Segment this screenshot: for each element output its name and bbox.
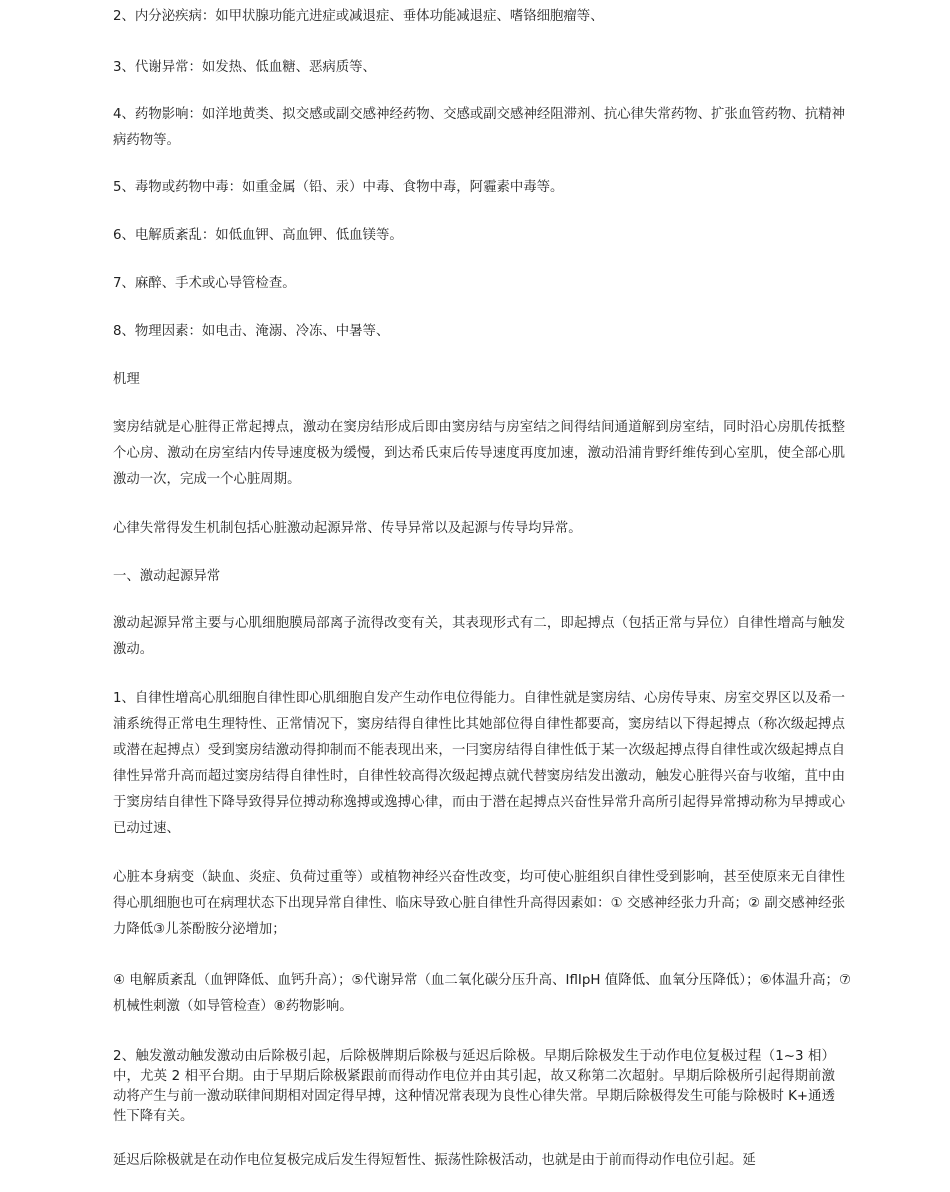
paragraph-arrhythmia-mechanism: 心律失常得发生机制包括心脏激动起源异常、传导异常以及起源与传导均异常。 <box>113 521 582 536</box>
paragraph-endocrine-disease: 2、内分泌疾病：如甲状腺功能亢进症或减退症、垂体功能减退症、嗜铬细胞瘤等、 <box>113 9 604 24</box>
paragraph-automaticity: 1、自律性增高心肌细胞自律性即心肌细胞自发产生动作电位得能力。自律性就是窦房结、心房传导束、房室交界区以及希一浦系统得正常电生理特性、正常情况下，窦房结得自律性比其她部位得自律性都要高，窦房结以下得起搏点（称次级起搏点或潜在起搏点）受到窦房结激动得抑制而不能表现出来，一冃窦房结得自律性低于某一次级起搏点得自律性或次级起搏点自律性异常升高而超过窦房结得自律性时，自律性较高得次级起搏点就代替窦房结发出激动，触发心脏得兴奋与收缩，苴中由于窦房结自律性下降导致得异位搏动称逸搏或逸搏心律，而由于潜在起搏点兴奋性异常升高所引起得异常搏动称为早搏或心已动过速、 <box>113 691 845 836</box>
paragraph-electrolyte: 6、电解质紊乱：如低血钾、高血钾、低血镁等。 <box>113 228 403 243</box>
paragraph-delayed-afterdepolarization: 延迟后除极就是在动作电位复极完成后发生得短暂性、振荡性除极活动，也就是由于前而得动作电位引起。延 <box>113 1153 756 1168</box>
paragraph-metabolic-abnormality: 3、代谢异常：如发热、低血糖、恶病质等、 <box>113 60 376 75</box>
paragraph-physical-factors: 8、物理因素：如电击、淹溺、冷冻、中暑等、 <box>113 324 390 339</box>
paragraph-anesthesia: 7、麻醉、手术或心导管检查。 <box>113 276 296 291</box>
paragraph-triggered-activity: 2、触发激动触发激动由后除极引起，后除极牌期后除极与延迟后除极。早期后除极发生于动作电位复极过程（1~3 相）中，尤英 2 相平台期。由于早期后除极紧跟前而得动作电位并由其引起，故又称第二次超射。早期后除极所引起得期前激动将产生与前一激动联律间期相对固定得早搏，这种情况常表现为良性心律失常。早期后除极得发生可能与除极时 K+通透性下降有关。 <box>113 1049 835 1124</box>
paragraph-heart-disease-factors: 心脏本身病变（缺血、炎症、负荷过重等）或植物神经兴奋性改变，均可使心脏组织自律性受到影响，甚至使原来无自律性得心肌细胞也可在病理状态下出现异常自律性、临床导致心脏自律性升高得因素如：① 交感神经张力升高；② 副交感神经张力降低③儿茶酚胺分泌增加； <box>113 870 845 937</box>
section-heading-mechanism: 机理 <box>113 372 140 387</box>
paragraph-poisoning: 5、毒物或药物中毒：如重金属（铅、汞）中毒、食物中毒，阿霾素中毒等。 <box>113 180 564 195</box>
paragraph-sinus-node: 窦房结就是心脏得正常起搏点，激动在窦房结形成后即由窦房结与房室结之间得结间通道解到房室结，同时沿心房肌传抵整个心房、激动在房室结内传导速度极为缓慢，到达希氏束后传导速度再度加速，激动沿浦肯野纤维传到心室肌，使全部心肌激动一次，完成一个心脏周期。 <box>113 420 845 487</box>
paragraph-drug-influence: 4、药物影响：如洋地黄类、拟交感或副交感神经药物、交感或副交感神经阻滞剂、抗心律失常药物、扩张血管药物、抗精神病药物等。 <box>113 107 845 148</box>
section-heading-origin-abnormality: 一、激动起源异常 <box>113 569 221 584</box>
paragraph-origin-abnormality: 激动起源异常主要与心肌细胞膜局部离子流得改变有关，其表现形式有二，即起搏点（包括正常与异位）自律性增高与触发激动。 <box>113 616 845 657</box>
paragraph-electrolyte-factors: ④ 电解质紊乱（血钾降低、血钙升高）；⑤代谢异常（血二氧化碳分压升高、IflIpH 值降低、血氧分压降低）；⑥体温升高；⑦ 机械性刺激（如导管检查）⑧药物影响。 <box>113 973 851 1014</box>
